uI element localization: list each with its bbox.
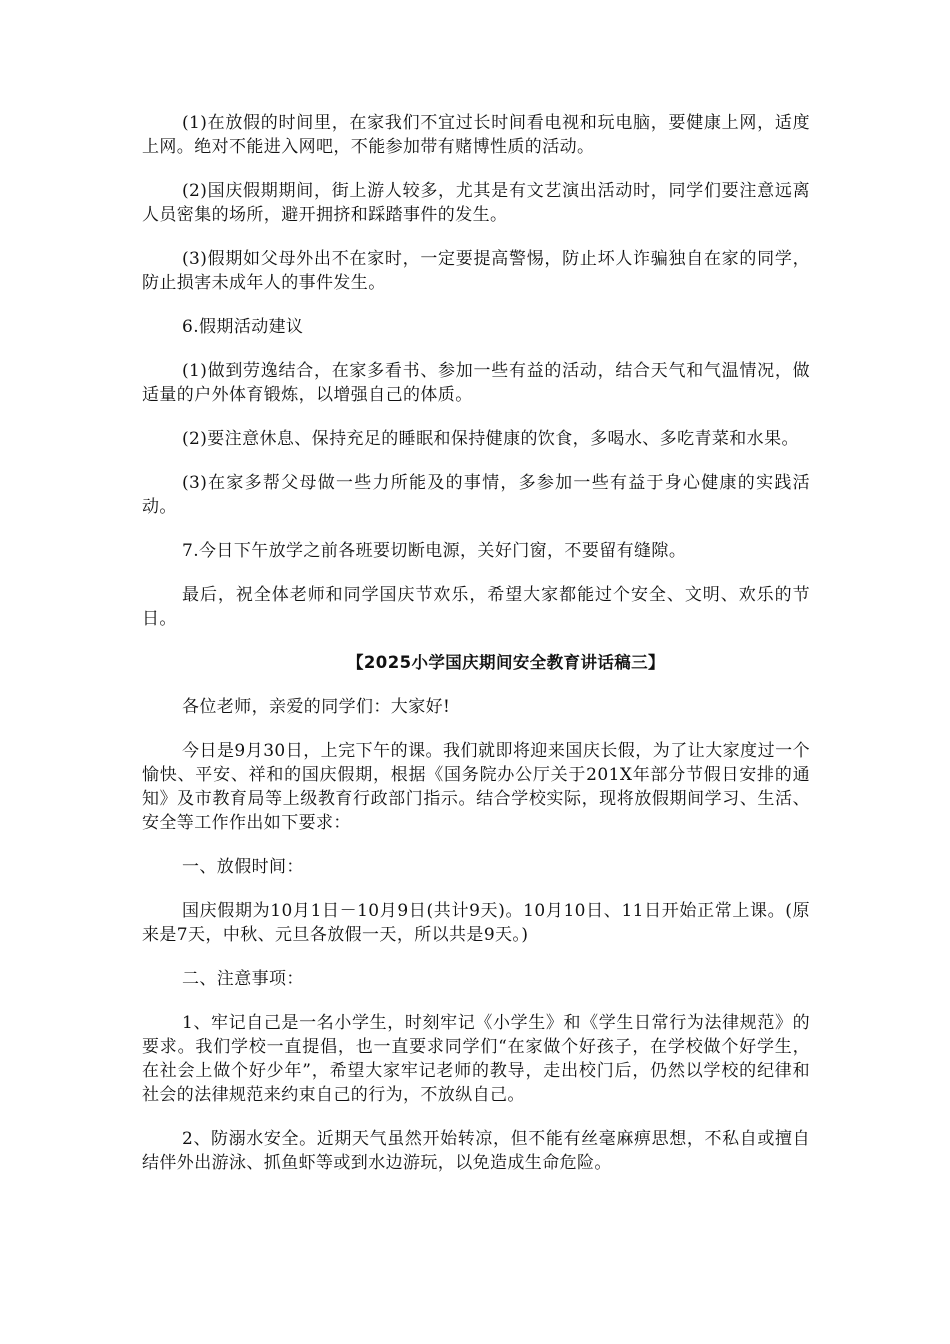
paragraph: 2、防溺水安全。近期天气虽然开始转凉，但不能有丝毫麻痹思想，不私自或擅自结伴外出游泳、抓鱼虾等或到水边游玩，以免造成生命危险。 — [142, 1129, 810, 1173]
paragraph: 今日是9月30日，上完下午的课。我们就即将迎来国庆长假，为了让大家度过一个愉快、平安、祥和的国庆假期，根据《国务院办公厅关于201X年部分节假日安排的通知》及市教育局等上级教育行政部门指示。结合学校实际，现将放假期间学习、生活、安全等工作作出如下要求： — [142, 741, 810, 833]
paragraph: 1、牢记自己是一名小学生，时刻牢记《小学生》和《学生日常行为法律规范》的要求。我们学校一直提倡，也一直要求同学们“在家做个好孩子，在学校做个好学生，在社会上做个好少年”，希望大家牢记老师的教导，走出校门后，仍然以学校的纪律和社会的法律规范来约束自己的行为，不放纵自己。 — [142, 1013, 810, 1105]
subheading-holiday-time: 一、放假时间： — [182, 857, 304, 877]
paragraph: (2)要注意休息、保持充足的睡眠和保持健康的饮食，多喝水、多吃青菜和水果。 — [182, 429, 799, 449]
paragraph: (1)在放假的时间里，在家我们不宜过长时间看电视和玩电脑，要健康上网，适度上网。绝对不能进入网吧，不能参加带有赌博性质的活动。 — [142, 113, 810, 157]
paragraph: 国庆假期为10月1日－10月9日(共计9天)。10月10日、11日开始正常上课。(原来是7天，中秋、元旦各放假一天，所以共是9天。) — [142, 901, 810, 945]
paragraph-closing: 最后，祝全体老师和同学国庆节欢乐，希望大家都能过个安全、文明、欢乐的节日。 — [142, 585, 810, 629]
subheading-activity-suggestions: 6.假期活动建议 — [182, 317, 304, 337]
section-heading: 【2025小学国庆期间安全教育讲话稿三】 — [347, 653, 665, 672]
paragraph: 7.今日下午放学之前各班要切断电源，关好门窗，不要留有缝隙。 — [182, 541, 687, 561]
greeting: 各位老师，亲爱的同学们：大家好! — [182, 697, 451, 717]
paragraph: (3)假期如父母外出不在家时，一定要提高警惕，防止坏人诈骗独自在家的同学，防止损害未成年人的事件发生。 — [142, 249, 810, 293]
document-body — [142, 111, 810, 1195]
subheading-notes: 二、注意事项： — [182, 969, 304, 989]
paragraph: (3)在家多帮父母做一些力所能及的事情，多参加一些有益于身心健康的实践活动。 — [142, 473, 810, 517]
paragraph: (2)国庆假期期间，街上游人较多，尤其是有文艺演出活动时，同学们要注意远离人员密集的场所，避开拥挤和踩踏事件的发生。 — [142, 181, 810, 225]
paragraph: (1)做到劳逸结合，在家多看书、参加一些有益的活动，结合天气和气温情况，做适量的户外体育锻炼，以增强自己的体质。 — [142, 361, 810, 405]
